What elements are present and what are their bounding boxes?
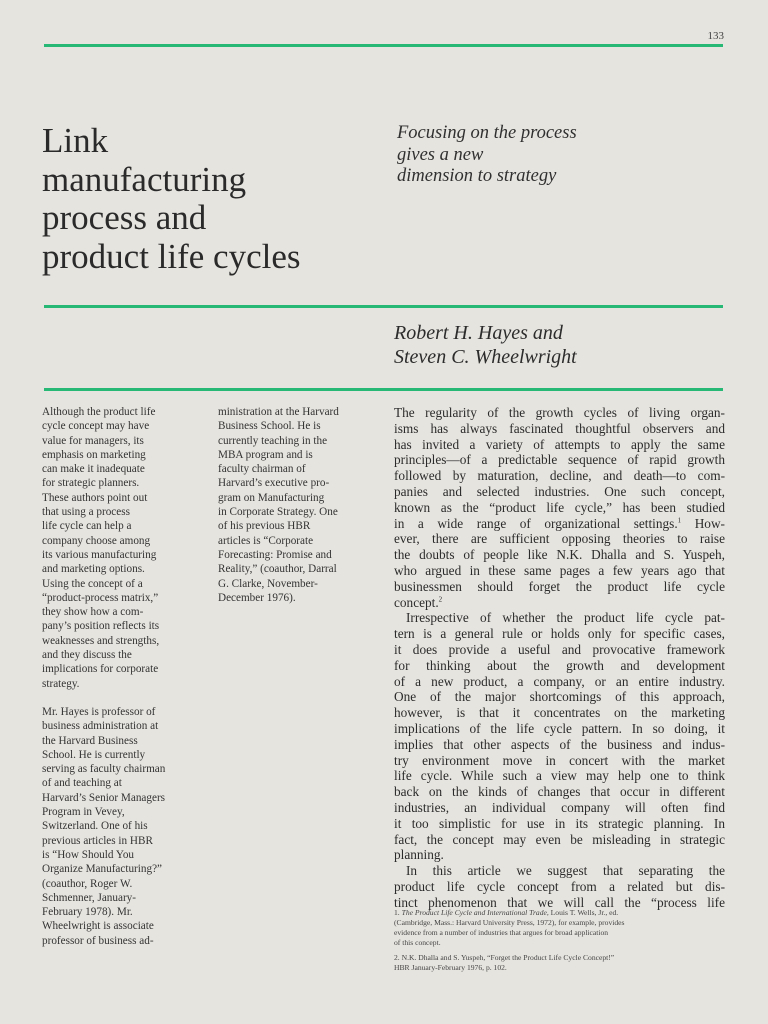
footnote-line: evidence from a number of industries that argues for broad application [394,928,609,937]
body-text: has invited a variety of attempts to apply the same [394,436,725,452]
middle-rule [44,305,723,308]
text-line: Mr. Hayes is professor of [42,705,156,718]
text-line: Although the product life [42,406,156,418]
footnote-1 [394,908,725,948]
body-text: implications of the life cycle pattern. In so doing, it [394,720,725,736]
text-line: they show how a com- [42,606,144,619]
title-line: manufacturing [42,159,247,199]
body-line [394,863,725,879]
text-line: articles is “Corporate [218,534,314,547]
summary-column-2 [218,405,378,605]
body-text: who argued in these same pages a few years ago that [394,562,725,578]
text-line: February 1978). Mr. [42,906,133,919]
body-text: product life cycle concept from a related but dis- [394,878,725,894]
body-line [394,500,725,516]
body-line [394,816,725,832]
title-line: process and [42,198,207,237]
title-line: Link [42,121,109,160]
text-line: Forecasting: Promise and [218,548,332,561]
footnote-line: of this concept. [394,938,441,947]
body-text: Irrespective of whether the product life cycle pat- [406,610,725,626]
subtitle-line: dimension to strategy [397,166,557,186]
text-line: gram on Manufacturing [218,491,325,504]
body-line [394,689,725,705]
text-line: of and teaching at [42,777,122,790]
article-body [394,405,725,911]
body-line [394,610,725,626]
body-text: industries, an individual company will often find [394,799,725,815]
body-line [394,832,725,848]
summary-paragraph [42,405,202,691]
title-line: product life cycles [42,236,301,276]
body-text: for thinking about the growth and development [394,657,725,673]
body-line [394,579,725,595]
footnote-line [394,908,725,918]
text-line: Schmenner, January- [42,891,136,904]
footnote-number: 1. [394,908,400,917]
text-line: implications for corporate [42,663,159,676]
body-text: fact, the concept may even be misleading in strategic [394,831,725,847]
text-line: pany’s position reflects its [42,620,160,633]
body-text: The regularity of the growth cycles of living organ- [394,405,725,420]
body-text: known as the “product life cycle,” has been studied [394,499,725,515]
subtitle-line: gives a new [397,144,484,165]
body-text: of a new product, a company, or an entire industry. [394,673,725,689]
body-rule [44,388,723,391]
text-line: Program in Vevey, [42,806,125,819]
body-line [394,421,725,437]
body-text: however, is that it concentrates on the marketing [394,705,725,721]
text-line: of his previous HBR [218,520,311,533]
body-line [394,452,725,468]
body-line [394,705,725,721]
text-line: December 1976). [218,591,296,604]
text-line: the Harvard Business [42,734,138,747]
body-line [394,626,725,642]
text-line: and marketing options. [42,563,145,576]
body-line [394,737,725,753]
body-text: tern is a general rule or holds only for specific cases, [394,626,725,642]
page-number: 133 [707,30,724,42]
paragraph-gap [42,691,202,705]
text-line: School. He is currently [42,748,146,761]
text-line: serving as faculty chairman [42,763,166,776]
footnote-line: 2. N.K. Dhalla and S. Yuspeh, “Forget the Product Life Cycle Concept!” [394,953,615,962]
text-line: faculty chairman of [218,463,306,476]
text-line: strategy. [42,677,80,690]
body-line [394,847,725,863]
text-line: and they discuss the [42,649,132,662]
text-line: G. Clarke, November- [218,577,318,590]
footnote-line: (Cambridge, Mass.: Harvard University Press, 1972), for example, provides [394,918,625,927]
text-line: weaknesses and strengths, [42,634,160,647]
body-line [394,531,725,547]
top-rule [44,44,723,47]
body-line [394,642,725,658]
body-line [394,674,725,690]
footnote-2 [394,953,725,973]
text-line: company choose among [42,534,151,547]
footnote-ref: 1 [677,516,682,525]
body-text: it does provide a useful and provocative framework [394,641,725,657]
body-line [394,468,725,484]
text-line: These authors point out [42,491,148,504]
body-line [394,563,725,579]
body-line [394,547,725,563]
text-line: emphasis on marketing [42,448,146,461]
text-line: for strategic planners. [42,477,140,490]
body-text: One of the major shortcomings of this approach, [394,689,725,705]
footnote-ref: 2 [438,595,443,604]
body-text: the doubts of people like N.K. Dhalla and S. Yuspeh, [394,547,725,563]
body-text: life cycle. While such a view may help one to think [394,768,725,784]
body-line [394,405,725,421]
text-line: Reality,” (coauthor, Darral [218,563,337,576]
body-line [394,595,725,611]
author-line: Steven C. Wheelwright [394,346,577,368]
text-line: ministration at the Harvard [218,406,339,418]
body-text: tinct phenomenon that we will call the “process life [394,894,725,910]
body-text: concept. [394,594,439,610]
text-line: Using the concept of a [42,577,143,590]
text-line: its various manufacturing [42,548,157,561]
body-line [394,721,725,737]
body-line [394,437,725,453]
body-text: try environment move in concert with the market [394,752,725,768]
text-line: cycle concept may have [42,420,150,433]
body-text: principles—of a predictable sequence of rapid growth [394,452,725,468]
text-line: currently teaching in the [218,434,328,447]
text-line: life cycle can help a [42,520,132,533]
body-line [394,879,725,895]
body-line [394,658,725,674]
body-line [394,484,725,500]
body-line [394,784,725,800]
body-line [394,753,725,769]
footnote-line: HBR January-February 1976, p. 102. [394,963,507,972]
body-text: How- [681,515,725,531]
text-line: in Corporate Strategy. One [218,506,338,519]
body-text: In this article we suggest that separating the [406,863,725,879]
body-text: businessmen should forget the product life cycle [394,578,725,594]
body-text: planning. [394,847,444,863]
text-line: is “How Should You [42,848,135,861]
body-text: in a wide range of organizational settings. [394,515,678,531]
text-line: value for managers, its [42,434,144,447]
body-text: panies and selected industries. One such concept, [394,483,725,499]
text-line: that using a process [42,506,130,519]
article-title [42,122,382,276]
summary-column-1 [42,405,202,948]
text-line: (coauthor, Roger W. [42,877,133,890]
text-line: MBA program and is [218,448,313,461]
body-line [394,516,725,532]
author-bio-continued [218,405,378,605]
footnote-text: Louis T. Wells, Jr., ed. [548,908,619,917]
article-subtitle [397,123,727,188]
author-bio-paragraph [42,705,202,948]
body-text: ever, there are sufficient opposing theories to raise [394,531,725,547]
subtitle-line: Focusing on the process [397,123,577,143]
text-line: “product-process matrix,” [42,591,159,604]
text-line: professor of business ad- [42,934,154,947]
text-line: can make it inadequate [42,463,145,476]
body-text: back on the kinds of changes that occur in different [394,784,725,800]
text-line: Switzerland. One of his [42,820,148,833]
text-line: Organize Manufacturing?” [42,863,163,876]
body-text: isms has always fascinated thoughtful observers and [394,420,725,436]
body-line [394,800,725,816]
body-line [394,768,725,784]
body-text: it too simplistic for use in its strategic planning. In [394,815,725,831]
body-text: followed by maturation, decline, and death—to com- [394,468,725,484]
text-line: previous articles in HBR [42,834,153,847]
text-line: Business School. He is [218,420,321,433]
text-line: Harvard’s Senior Managers [42,791,166,804]
author-line: Robert H. Hayes and [394,322,563,344]
footnote-book-title: The Product Life Cycle and International Trade, [401,908,549,917]
body-text: implies that other aspects of the business and indus- [394,736,725,752]
article-authors [394,321,724,369]
text-line: business administration at [42,720,159,733]
text-line: Harvard’s executive pro- [218,477,330,490]
text-line: Wheelwright is associate [42,920,154,933]
